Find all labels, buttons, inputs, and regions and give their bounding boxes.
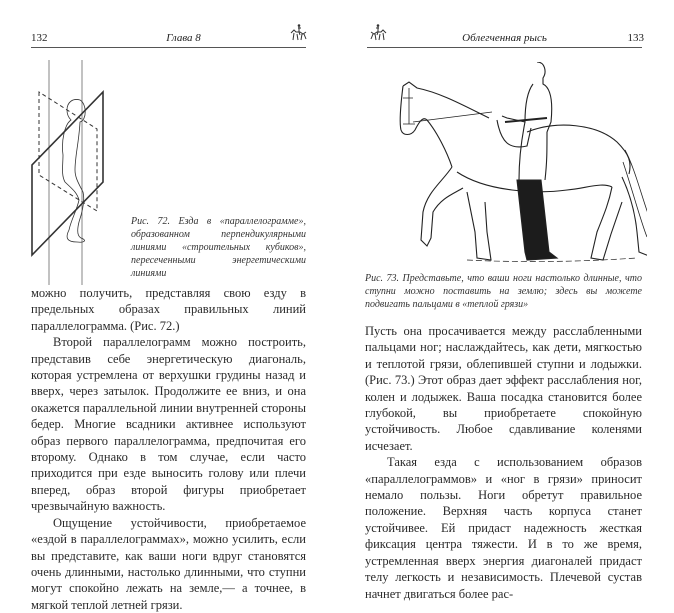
paragraph: Ощущение устойчивости, приобретаемое «ездой в параллелограммах», можно усилить, если вы представите, как ваши ноги вдруг становятся очень длинными, настолько длинными, что ступни могут спокойно лежать на земле,— а точнее, в мягкой теплой летней грязи. (31, 515, 306, 612)
paragraph: можно получить, представляя свою езду в предельных образах правильных линий параллелограмма. (Рис. 72.) (31, 286, 306, 333)
horse-rider-icon (288, 24, 310, 44)
page-number: 133 (627, 32, 644, 44)
paragraph: Такая езда с использованием образов «параллелограммов» и «ног в грязи» приносит немало пользы. Ноги обретут правильное положение. Верхняя часть корпуса станет устойчивее. Ей придаст надежность жесткая фиксация центра тяжести. И в то же время, устремленная вверх энергия диагоналей придаст телу легкость и независимость. Плечевой сустав начнет двигаться более рас- (365, 455, 642, 601)
body-text (31, 285, 306, 613)
right-page (337, 0, 674, 601)
header-rule (367, 47, 642, 48)
figure-72-illustration (25, 60, 115, 285)
body-text (365, 323, 642, 602)
paragraph: Пусть она просачивается между расслабленными пальцами ног; наслаждайтесь, как дети, мягкостью и теплотой грязи, облепившей ступни и лодыжки. (Рис. 73.) Этот образ дает эффект расслабления ног, колен и лодыжек. Ваша посадка становится более глубокой, вы приобретаете спокойную устойчивость. Любое сдавливание коленями исчезает. (365, 324, 642, 453)
figure-73-illustration (397, 62, 647, 267)
paragraph: Второй параллелограмм можно построить, представив себе энергетическую диагональ, которая устремлена от верхушки грудины назад и вверх, через затылок. Продолжите ее вниз, и она окажется параллельной линии внутренней стороны бедер. Многие всадники активнее используют образ первого параллелограмма, предпочитая его второму. Однако в том случае, если часто приходится при езде выносить голову или плечи вперед, образ второй фигуры приобретает чрезвычайную важность. (31, 335, 306, 514)
running-head (367, 30, 642, 46)
running-head (31, 30, 306, 46)
header-rule (31, 47, 306, 48)
chapter-title: Облегченная рысь (462, 32, 547, 44)
figure-72-caption: Рис. 72. Езда в «параллелограмме», образованном перпендикулярными линиями «строительных кубиков», пересеченными энергетическими линиями (131, 216, 306, 279)
chapter-title: Глава 8 (166, 32, 201, 44)
left-page (0, 0, 337, 612)
page-number: 132 (31, 32, 48, 44)
figure-73-caption: Рис. 73. Представьте, что ваши ноги настолько длинные, что ступни можно поставить на землю; здесь вы можете подвигать пальцами в «теплой грязи» (365, 273, 642, 310)
